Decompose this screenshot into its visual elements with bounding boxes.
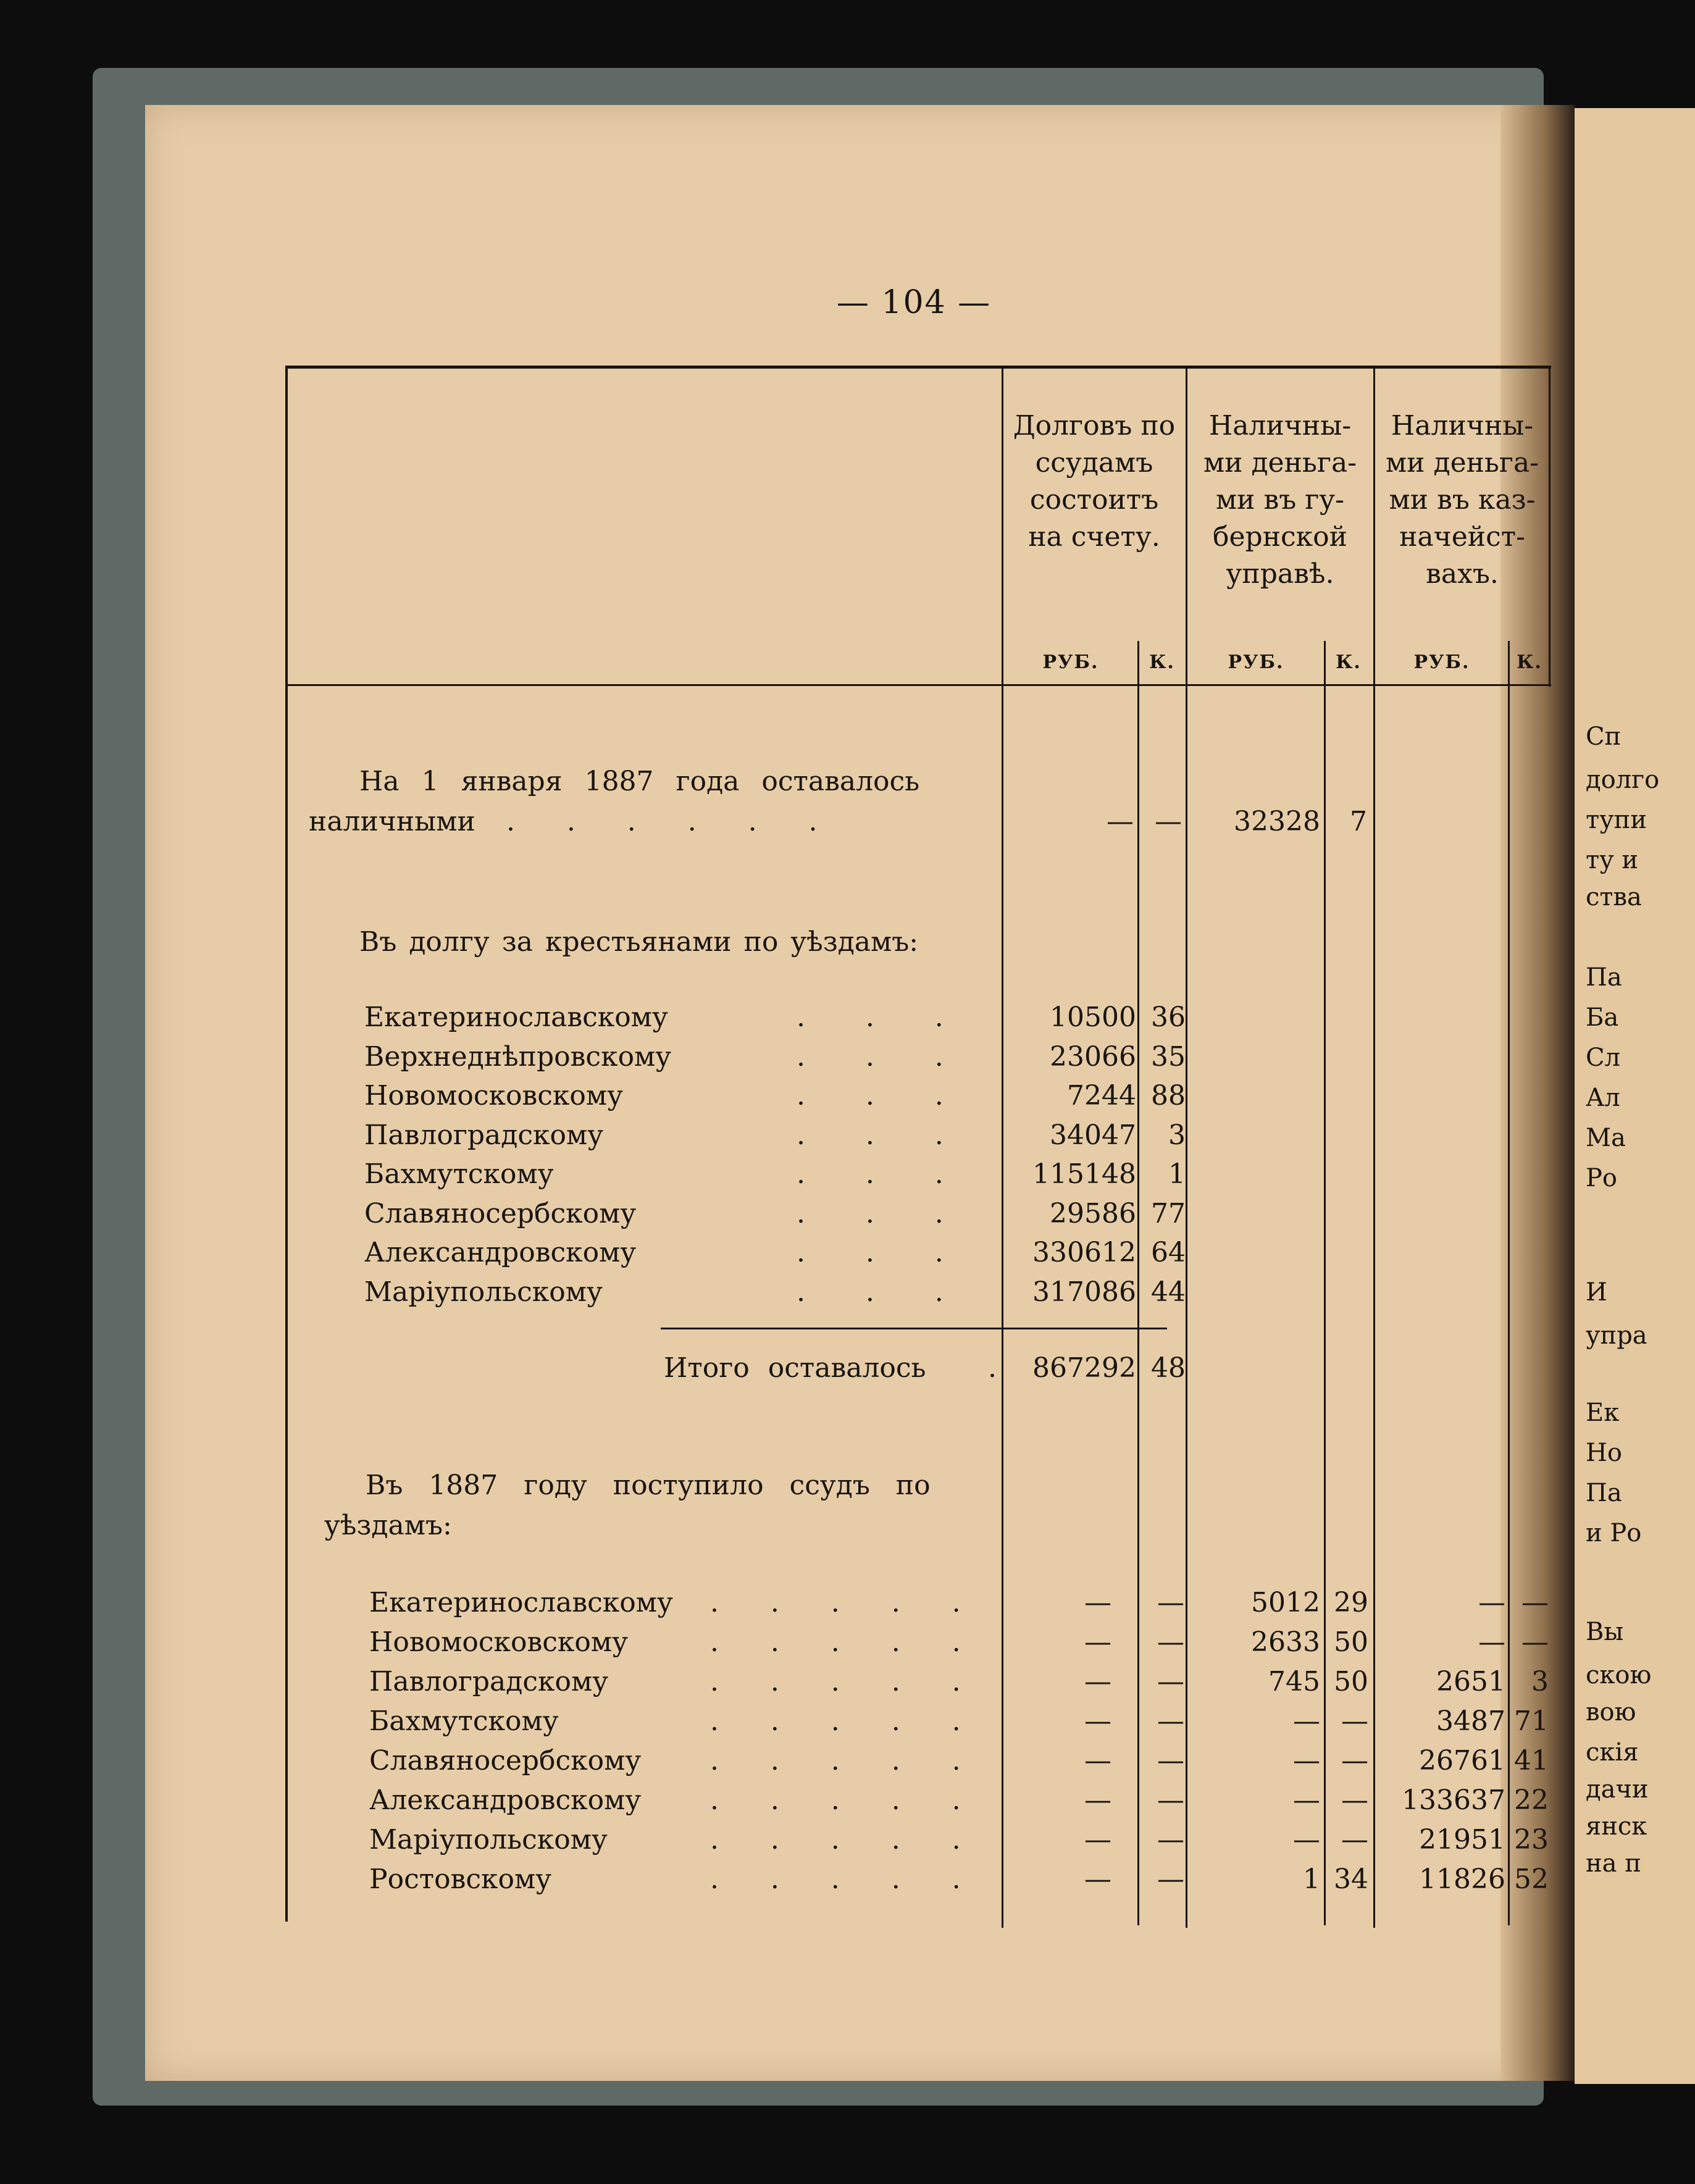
debt-row-name: Новомосковскому [364,1080,623,1111]
received-row-dots: . . . . . [710,1587,961,1618]
received-col1-rub: — [1084,1784,1111,1816]
received-col2-rub: 745 [1268,1666,1320,1697]
debt-row-dots: . . . [797,1237,944,1268]
right-page-fragment: на п [1586,1849,1641,1878]
debt-row-name: Славяносербскому [364,1198,637,1229]
debt-row-name: Маріупольскому [364,1276,603,1308]
debt-row-dots: . . . [797,1198,944,1229]
right-page-fragment: Но [1586,1439,1622,1467]
received-row-name: Павлоградскому [369,1666,609,1697]
received-row-name: Маріупольскому [369,1824,608,1856]
right-page-fragment: Ба [1586,1003,1619,1032]
received-col1-rub: — [1084,1745,1111,1776]
col3-kop-rule [1508,641,1510,1925]
received-col3-kop: 3 [1531,1666,1549,1697]
right-page-fragment: Сп [1586,722,1622,751]
col2-kop-rule [1324,641,1326,1925]
received-row-name: Бахмутскому [369,1705,559,1737]
opening-col1-kop: — [1155,806,1182,837]
col3-left-rule [1373,366,1375,1928]
received-col2-kop: — [1341,1705,1368,1737]
debt-row-kop: 1 [1168,1158,1186,1190]
debt-row-name: Верхнеднѣпровскому [364,1041,672,1073]
debt-row-rub: 115148 [1032,1158,1136,1190]
debt-row-rub: 34047 [1050,1119,1136,1151]
received-col3-kop: — [1521,1626,1549,1658]
right-page-fragment: скія [1586,1738,1639,1767]
received-col1-rub: — [1084,1666,1111,1697]
right-page-fragment: Па [1586,1479,1622,1507]
received-col1-kop: — [1157,1666,1184,1697]
header-bottom-rule [285,684,1551,686]
received-col3-kop: 23 [1514,1824,1549,1856]
received-col2-kop: 29 [1334,1587,1368,1618]
received-col1-rub: — [1084,1864,1111,1895]
debt-row-kop: 3 [1168,1119,1186,1151]
received-col3-kop: 22 [1514,1784,1549,1816]
received-col1-kop: — [1157,1626,1184,1658]
received-heading-1: Въ 1887 году поступило ссудъ по [366,1470,931,1501]
debt-row-rub: 330612 [1032,1237,1136,1268]
received-col1-kop: — [1157,1864,1184,1895]
right-page-fragment: Вы [1586,1618,1624,1646]
received-row-dots: . . . . . [710,1705,961,1737]
col1-rub-unit: РУБ. [1042,651,1099,673]
received-col2-rub: — [1293,1745,1320,1776]
table-top-rule [285,366,1551,369]
total-dots: . [988,1352,997,1384]
col3-rub-unit: РУБ. [1413,651,1470,673]
right-page-fragment: и Ро [1586,1519,1642,1547]
debt-row-dots: . . . [797,1080,944,1111]
total-rub: 867292 [1032,1352,1136,1384]
received-col3-rub: — [1478,1626,1505,1658]
received-col2-rub: 1 [1303,1864,1320,1895]
debt-row-kop: 36 [1151,1002,1186,1033]
header-debts: Долговъ по ссудамъ состоитъ на счету. [1013,410,1176,553]
received-col1-kop: — [1157,1784,1184,1816]
total-rule [661,1328,1167,1329]
right-page-fragment: вою [1586,1698,1636,1726]
right-page-fragment: янск [1586,1812,1647,1841]
received-heading-2: уѣздамъ: [324,1510,452,1541]
opening-col2-rub: 32328 [1234,806,1320,837]
received-col2-kop: — [1341,1784,1368,1816]
received-col3-rub: 11826 [1419,1864,1505,1895]
opening-col2-kop: 7 [1350,806,1367,837]
right-page-fragment: И [1586,1278,1607,1307]
debt-row-name: Бахмутскому [364,1158,554,1190]
received-col3-rub: 2651 [1436,1666,1505,1697]
opening-line-2: наличными [309,806,475,837]
header-cash-treasury: Наличны- ми деньга- ми въ каз- начейст- вахъ. [1385,410,1539,590]
col1-kop-unit: К. [1149,651,1175,673]
received-col3-rub: 3487 [1436,1705,1505,1737]
received-col1-rub: — [1084,1587,1111,1618]
received-col3-kop: 41 [1514,1745,1549,1776]
right-page-fragment: упра [1586,1321,1647,1350]
received-col3-kop: 52 [1514,1864,1549,1895]
received-row-name: Александровскому [369,1784,642,1816]
right-page-fragment: Па [1586,963,1622,992]
debt-row-dots: . . . [797,1002,944,1033]
received-col2-kop: 50 [1334,1626,1368,1658]
received-col2-rub: — [1293,1784,1320,1816]
received-row-dots: . . . . . [710,1626,961,1658]
received-col2-rub: — [1293,1824,1320,1856]
received-col3-kop: — [1521,1587,1549,1618]
received-row-dots: . . . . . [710,1824,961,1856]
debt-row-rub: 23066 [1050,1041,1136,1073]
right-page-fragment: дачи [1586,1775,1649,1804]
received-col3-rub: 133637 [1402,1784,1505,1816]
right-page-fragment: Сл [1586,1044,1621,1072]
received-col1-rub: — [1084,1705,1111,1737]
debt-row-name: Александровскому [364,1237,637,1268]
opening-col1-rub: — [1107,806,1134,837]
debt-row-rub: 29586 [1050,1198,1136,1229]
received-row-dots: . . . . . [710,1784,961,1816]
right-page-fragment: Ек [1586,1399,1620,1427]
received-col3-kop: 71 [1514,1705,1549,1737]
received-col3-rub: 26761 [1419,1745,1505,1776]
debt-heading: Въ долгу за крестьянами по уѣздамъ: [359,926,919,958]
received-row-name: Новомосковскому [369,1626,628,1658]
total-kop: 48 [1151,1352,1186,1384]
received-col2-rub: — [1293,1705,1320,1737]
col1-left-rule [1002,366,1003,1928]
received-row-name: Ростовскому [369,1864,552,1895]
debt-row-kop: 64 [1151,1237,1186,1268]
col2-kop-unit: К. [1336,651,1362,673]
debt-row-dots: . . . [797,1158,944,1190]
received-col2-kop: 34 [1334,1864,1368,1895]
right-page-fragment: тупи [1586,806,1647,834]
received-row-dots: . . . . . [710,1745,961,1776]
right-page-fragment: долго [1586,766,1660,794]
debt-row-dots: . . . [797,1041,944,1073]
col2-rub-unit: РУБ. [1228,651,1284,673]
debt-row-dots: . . . [797,1119,944,1151]
received-col1-rub: — [1084,1824,1111,1856]
received-col2-kop: 50 [1334,1666,1368,1697]
page-number: — 104 — [836,284,992,321]
debt-row-kop: 88 [1151,1080,1186,1111]
right-page-fragment: ства [1586,883,1642,911]
received-col1-kop: — [1157,1587,1184,1618]
total-label: Итого оставалось [664,1352,926,1384]
received-col1-kop: — [1157,1705,1184,1737]
received-col2-rub: 5012 [1251,1587,1320,1618]
debt-row-rub: 10500 [1050,1002,1136,1033]
received-row-name: Славяносербскому [369,1745,642,1776]
debt-row-dots: . . . [797,1276,944,1308]
received-row-name: Екатеринославскому [369,1587,673,1618]
right-page-fragment: ту и [1586,846,1639,874]
col3-kop-unit: К. [1517,651,1542,673]
debt-row-name: Павлоградскому [364,1119,604,1151]
debt-row-name: Екатеринославскому [364,1002,668,1033]
received-col2-kop: — [1341,1745,1368,1776]
received-col3-rub: — [1478,1587,1505,1618]
right-page-fragment: Ма [1586,1124,1626,1152]
debt-row-rub: 7244 [1067,1080,1136,1111]
opening-line-1: На 1 января 1887 года оставалось [359,766,920,797]
received-col1-kop: — [1157,1824,1184,1856]
received-col2-kop: — [1341,1824,1368,1856]
debt-row-rub: 317086 [1032,1276,1136,1308]
debt-row-kop: 35 [1151,1041,1186,1073]
header-cash-board: Наличны- ми деньга- ми въ гу- бернской управѣ. [1203,410,1357,590]
right-page-fragment: Ро [1586,1164,1617,1192]
table-left-rule [285,366,288,1922]
opening-dots: . . . . . . [506,806,818,837]
received-col1-kop: — [1157,1745,1184,1776]
right-page-fragment: скою [1586,1661,1652,1689]
col3-right-rule [1549,366,1551,687]
received-col2-rub: 2633 [1251,1626,1320,1658]
received-col3-rub: 21951 [1419,1824,1505,1856]
received-row-dots: . . . . . [710,1864,961,1895]
col2-left-rule [1186,366,1187,1928]
debt-row-kop: 44 [1151,1276,1186,1308]
received-row-dots: . . . . . [710,1666,961,1697]
right-page-fragment: Ал [1586,1084,1620,1112]
received-col1-rub: — [1084,1626,1111,1658]
col1-kop-rule [1137,641,1139,1925]
debt-row-kop: 77 [1151,1198,1186,1229]
